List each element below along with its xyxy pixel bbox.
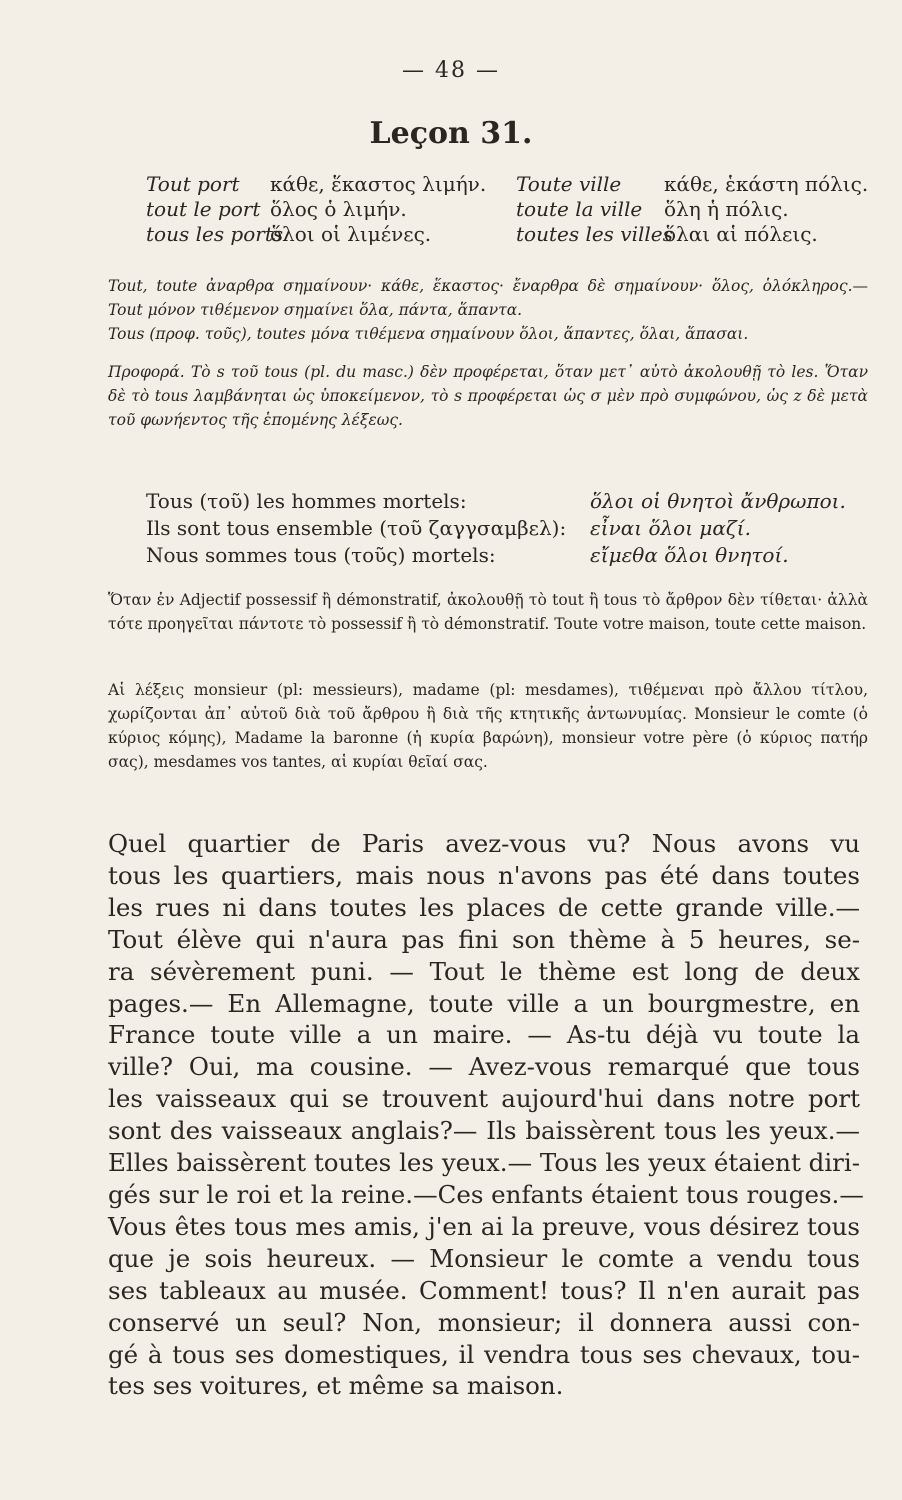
vocab-gr: ὅλαι αἱ πόλεις. [664, 222, 818, 246]
exercise-line: conservé un seul? Non, monsieur; il donnera aussi con- [108, 1307, 860, 1337]
exercise-line: Quel quartier de Paris avez-vous vu? Nous avons vu [108, 829, 860, 858]
exercise-line: tes ses voitures, et même sa maison. [108, 1371, 564, 1401]
vocab-gr: κάθε, ἕκαστος λιμήν. [270, 172, 487, 196]
example-row [146, 515, 886, 542]
vocab-gr: ὅλος ὁ λιμήν. [270, 197, 407, 221]
examples-table [146, 488, 886, 569]
vocab-fr: toute la ville [516, 197, 643, 221]
vocab-row [146, 222, 866, 247]
vocabulary-table [146, 172, 869, 247]
exercise-line: ville? Oui, ma cousine. — Avez-vous remarqué que tous [108, 1052, 860, 1082]
exercise-line: France toute ville a un maire. — As-tu déjà vu toute la [108, 1020, 860, 1050]
vocab-fr: toutes les villes [516, 222, 673, 246]
example-row [146, 488, 886, 515]
greek-paragraph: Ὅταν ἐν Adjectif possessif ἢ démonstratif, ἀκολουθῇ τὸ tout ἢ tous τὸ ἄρθρον δὲν τίθεται· ἀλλὰ τότε προηγεῖται πάντοτε τὸ possessif ἢ τὸ démonstratif. Toute votre maison, toute cette maison. [108, 591, 868, 633]
exercise-line: gé à tous ses domestiques, il vendra tous ses chevaux, tou- [108, 1339, 860, 1369]
example-gr: ὅλοι οἱ θνητοὶ ἄνθρωποι. [590, 489, 846, 513]
exercise-line: ra sévèrement puni. — Tout le thème est long de deux [108, 956, 860, 986]
exercise-text [108, 828, 864, 1402]
greek-paragraph: Αἱ λέξεις monsieur (pl: messieurs), madame (pl: mesdames), τιθέμεναι πρὸ ἄλλου τίτλου, χωρίζονται ἀπ᾽ αὐτοῦ διὰ τοῦ ἄρθρου ἢ διὰ τῆς κτητικῆς ἀντωνυμίας. Monsieur le comte (ὁ κύριος κόμης), Madame la baronne (ἡ κυρία βαρώνη), monsieur votre père (ὁ κύριος πατήρ σας), mesdames vos tantes, αἱ κυρίαι θεῖαί σας. [108, 681, 868, 771]
vocab-fr: tout le port [146, 197, 261, 221]
vocab-gr: ὅλη ἡ πόλις. [664, 197, 789, 221]
example-gr: εἶναι ὅλοι μαζί. [590, 516, 751, 540]
greek-note-possessive [108, 588, 868, 636]
exercise-line: pages.— En Allemagne, toute ville a un bourgmestre, en [108, 988, 860, 1018]
page-number: — 48 — [402, 58, 500, 83]
example-fr: Nous sommes tous (τοῦς) mortels: [146, 543, 496, 567]
lesson-title: Leçon 31. [369, 116, 533, 151]
example-fr: Tous (τοῦ) les hommes mortels: [146, 489, 467, 513]
greek-paragraph: Tous (προφ. τοῦς), toutes μόνα τιθέμενα σημαίνουν ὅλοι, ἅπαντες, ὅλαι, ἅπασαι. [108, 325, 749, 343]
exercise-line: ses tableaux au musée. Comment! tous? Il n'en aurait pas [108, 1275, 860, 1305]
exercise-line: tous les quartiers, mais nous n'avons pas été dans toutes [108, 860, 860, 890]
vocab-fr: tous les ports [146, 222, 284, 246]
vocab-row [146, 197, 866, 222]
vocab-gr: ὅλοι οἱ λιμένες. [270, 222, 432, 246]
exercise-line: gés sur le roi et la reine.—Ces enfants étaient tous rouges.— [108, 1179, 864, 1209]
exercise-line: les rues ni dans toutes les places de cette grande ville.— [108, 892, 860, 922]
vocab-fr: Toute ville [516, 172, 622, 196]
vocab-row [146, 172, 869, 197]
greek-note-titles [108, 678, 868, 774]
exercise-line: Elles baissèrent toutes les yeux.— Tous les yeux étaient diri- [108, 1148, 860, 1178]
greek-paragraph: Tout, toute ἀναρθρα σημαίνουν· κάθε, ἕκαστος· ἔναρθρα δὲ σημαίνουν· ὅλος, ὁλόκληρος.— Tout μόνον τιθέμενον σημαίνει ὅλα, πάντα, ἅπαντα. [108, 277, 868, 319]
greek-note-pronunciation [108, 360, 868, 432]
example-row [146, 542, 886, 569]
exercise-line: que je sois heureux. — Monsieur le comte a vendu tous [108, 1243, 860, 1273]
vocab-fr: Tout port [146, 172, 240, 196]
example-gr: εἴμεθα ὅλοι θνητοί. [590, 543, 789, 567]
exercise-line: Vous êtes tous mes amis, j'en ai la preuve, vous désirez tous [108, 1211, 860, 1241]
exercise-line: Tout élève qui n'aura pas fini son thème à 5 heures, se- [108, 924, 860, 954]
vocab-gr: κάθε, ἑκάστη πόλις. [664, 172, 869, 196]
exercise-line: sont des vaisseaux anglais?— Ils baissèrent tous les yeux.— [108, 1116, 860, 1146]
exercise-line: les vaisseaux qui se trouvent aujourd'hui dans notre port [108, 1084, 860, 1114]
greek-note-usage [108, 274, 868, 346]
example-fr: Ils sont tous ensemble (τοῦ ζαγγσαμβελ): [146, 516, 567, 540]
greek-paragraph: Προφορά. Τὸ s τοῦ tous (pl. du masc.) δὲν προφέρεται, ὅταν μετ᾽ αὐτὸ ἀκολουθῇ τὸ les. Ὅταν δὲ τὸ tous λαμβάνηται ὡς ὑποκείμενον, τὸ s προφέρεται ὡς σ μὲν πρὸ συμφώνου, ὡς z δὲ μετὰ τοῦ φωνήεντος τῆς ἑπομένης λέξεως. [108, 363, 868, 429]
